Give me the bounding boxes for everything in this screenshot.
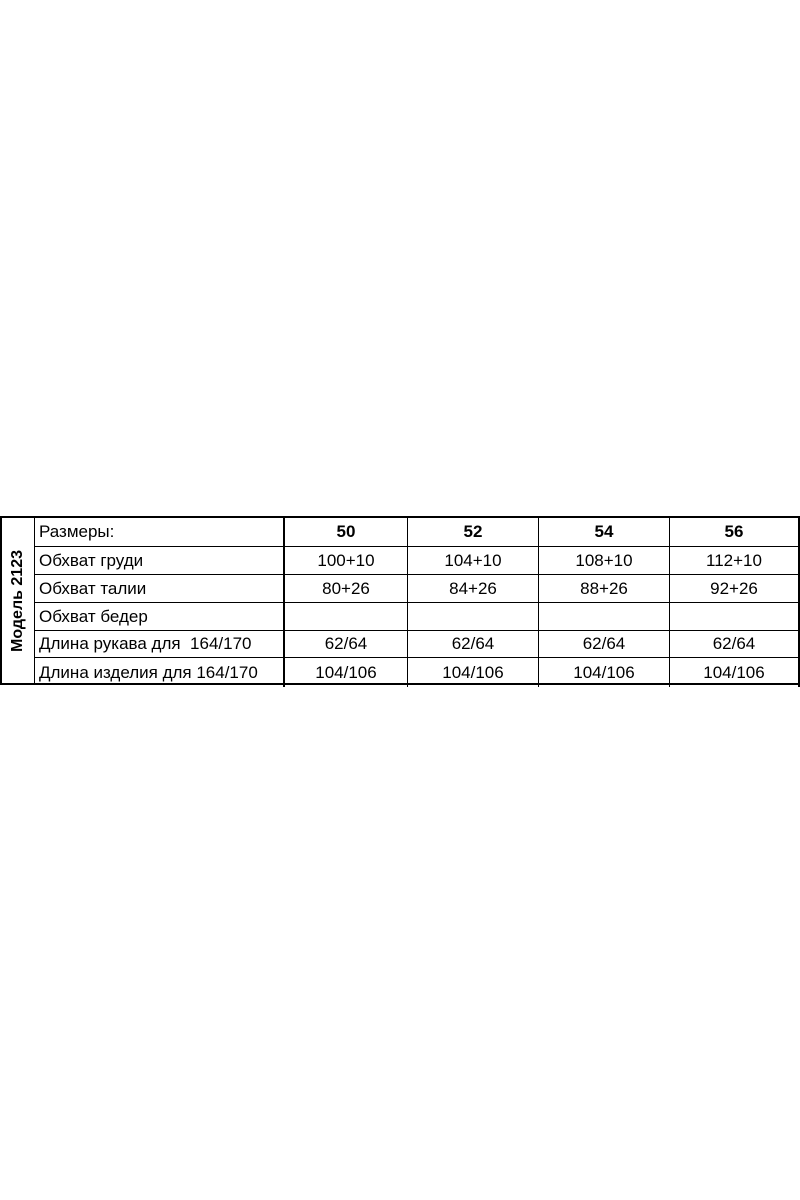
row-label-chest: Обхват груди <box>35 547 285 575</box>
table-cell: 104/106 <box>285 658 408 687</box>
size-table <box>0 516 800 685</box>
table-cell: 104+10 <box>408 547 539 575</box>
row-label-garment-length: Длина изделия для 164/170 <box>35 658 285 687</box>
table-cell: 62/64 <box>670 631 800 658</box>
row-label-waist: Обхват талии <box>35 575 285 603</box>
table-cell: 108+10 <box>539 547 670 575</box>
size-header-56: 56 <box>670 518 800 547</box>
table-cell <box>539 603 670 631</box>
table-cell: 104/106 <box>408 658 539 687</box>
size-header-52: 52 <box>408 518 539 547</box>
table-cell: 62/64 <box>539 631 670 658</box>
table-cell <box>408 603 539 631</box>
table-cell: 80+26 <box>285 575 408 603</box>
model-label: Модель 2123 <box>9 549 26 652</box>
table-cell: 100+10 <box>285 547 408 575</box>
size-grid <box>35 516 800 685</box>
table-cell: 92+26 <box>670 575 800 603</box>
table-cell: 104/106 <box>539 658 670 687</box>
header-label: Размеры: <box>35 518 285 547</box>
model-cell <box>0 516 35 685</box>
size-header-54: 54 <box>539 518 670 547</box>
table-cell: 62/64 <box>408 631 539 658</box>
table-cell <box>670 603 800 631</box>
table-cell: 62/64 <box>285 631 408 658</box>
table-cell: 88+26 <box>539 575 670 603</box>
size-header-50: 50 <box>285 518 408 547</box>
table-cell: 84+26 <box>408 575 539 603</box>
table-cell: 112+10 <box>670 547 800 575</box>
row-label-sleeve-length: Длина рукава для 164/170 <box>35 631 285 658</box>
row-label-hips: Обхват бедер <box>35 603 285 631</box>
table-cell <box>285 603 408 631</box>
table-cell: 104/106 <box>670 658 800 687</box>
